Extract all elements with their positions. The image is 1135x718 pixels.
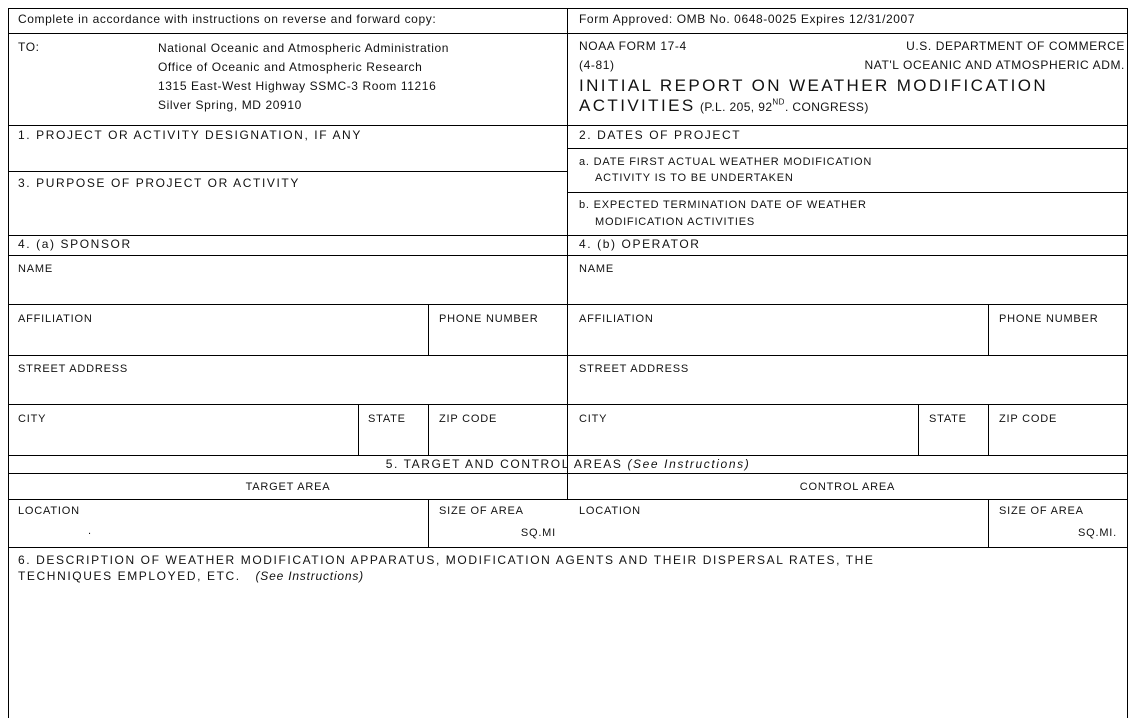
rule (918, 404, 919, 456)
rule (8, 404, 1128, 405)
rule (428, 499, 429, 548)
rule (8, 255, 1128, 256)
department-name: U.S. DEPARTMENT OF COMMERCE (906, 39, 1125, 53)
description-label-line-2 (18, 570, 364, 584)
target-size-unit: SQ.MI (520, 527, 556, 539)
control-area-label: CONTROL AREA (799, 481, 896, 493)
law-superscript: ND (772, 97, 785, 107)
sponsor-name-label: NAME (18, 263, 53, 275)
control-size-unit: SQ.MI. (1077, 527, 1117, 539)
sponsor-city-label: CITY (18, 413, 47, 425)
sponsor-phone-label: PHONE NUMBER (439, 313, 539, 325)
rule (988, 304, 989, 356)
target-area-label: TARGET AREA (245, 481, 331, 493)
address-line-2: Office of Oceanic and Atmospheric Research (158, 60, 423, 74)
control-location-label: LOCATION (579, 505, 641, 517)
project-designation-label: 1. PROJECT OR ACTIVITY DESIGNATION, IF ANY (18, 128, 362, 142)
rule (428, 404, 429, 456)
rule (428, 304, 429, 356)
center-divider (567, 8, 568, 500)
termination-date-label-2: MODIFICATION ACTIVITIES (595, 216, 755, 228)
operator-city-label: CITY (579, 413, 608, 425)
agency-name: NAT'L OCEANIC AND ATMOSPHERIC ADM. (864, 58, 1125, 72)
sponsor-zip-label: ZIP CODE (439, 413, 498, 425)
rule (8, 171, 568, 172)
rule (358, 404, 359, 456)
sponsor-street-label: STREET ADDRESS (18, 363, 129, 375)
form-date: (4-81) (579, 58, 615, 72)
rule (8, 304, 1128, 305)
address-line-4: Silver Spring, MD 20910 (158, 98, 302, 112)
target-control-label: 5. TARGET AND CONTROL AREAS (385, 457, 623, 471)
purpose-label: 3. PURPOSE OF PROJECT OR ACTIVITY (18, 176, 300, 190)
law-prefix: (P.L. 205, 92 (700, 100, 773, 114)
sponsor-state-label: STATE (368, 413, 406, 425)
rule (8, 547, 1128, 548)
rule (567, 148, 1128, 149)
description-label-text: TECHNIQUES EMPLOYED, ETC. (18, 569, 241, 583)
rule (8, 473, 1128, 474)
form-title-activities: ACTIVITIES (579, 96, 696, 115)
target-location-label: LOCATION (18, 505, 80, 517)
target-control-note: (See Instructions) (627, 457, 751, 471)
to-label: TO: (18, 40, 40, 54)
operator-zip-label: ZIP CODE (999, 413, 1058, 425)
target-size-label: SIZE OF AREA (439, 505, 524, 517)
rule (8, 235, 1128, 236)
operator-street-label: STREET ADDRESS (579, 363, 690, 375)
control-size-label: SIZE OF AREA (999, 505, 1084, 517)
rule (988, 499, 989, 548)
date-first-label-1: a. DATE FIRST ACTUAL WEATHER MODIFICATION (579, 156, 873, 168)
operator-state-label: STATE (929, 413, 967, 425)
rule (8, 499, 1128, 500)
rule (8, 355, 1128, 356)
rule (567, 192, 1128, 193)
rule (8, 455, 1128, 456)
form-title-line-1: INITIAL REPORT ON WEATHER MODIFICATION (579, 76, 1049, 95)
operator-phone-label: PHONE NUMBER (999, 313, 1099, 325)
address-line-1: National Oceanic and Atmospheric Administration (158, 41, 450, 55)
termination-date-label-1: b. EXPECTED TERMINATION DATE OF WEATHER (579, 199, 867, 211)
project-dates-label: 2. DATES OF PROJECT (579, 128, 742, 142)
date-first-label-2: ACTIVITY IS TO BE UNDERTAKEN (595, 172, 794, 184)
rule (988, 404, 989, 456)
description-label-line-1: 6. DESCRIPTION OF WEATHER MODIFICATION APPARATUS, MODIFICATION AGENTS AND THEIR DISPERSAL RATES, THE (18, 553, 875, 567)
law-suffix: . CONGRESS) (784, 100, 869, 114)
target-location-dot: . (88, 525, 92, 537)
sponsor-label: 4. (a) SPONSOR (18, 237, 132, 251)
sponsor-affiliation-label: AFFILIATION (18, 313, 93, 325)
rule (8, 33, 1128, 34)
operator-label: 4. (b) OPERATOR (579, 237, 701, 251)
approval-text: Form Approved: OMB No. 0648-0025 Expires 12/31/2007 (579, 12, 916, 26)
description-note: (See Instructions) (255, 569, 364, 583)
operator-name-label: NAME (579, 263, 614, 275)
target-control-heading (8, 458, 1128, 472)
instructions-text: Complete in accordance with instructions on reverse and forward copy: (18, 12, 437, 26)
address-line-3: 1315 East-West Highway SSMC-3 Room 11216 (158, 79, 437, 93)
form-number: NOAA FORM 17-4 (579, 39, 687, 53)
rule (8, 125, 1128, 126)
form-title-line-2 (579, 96, 869, 116)
operator-affiliation-label: AFFILIATION (579, 313, 654, 325)
